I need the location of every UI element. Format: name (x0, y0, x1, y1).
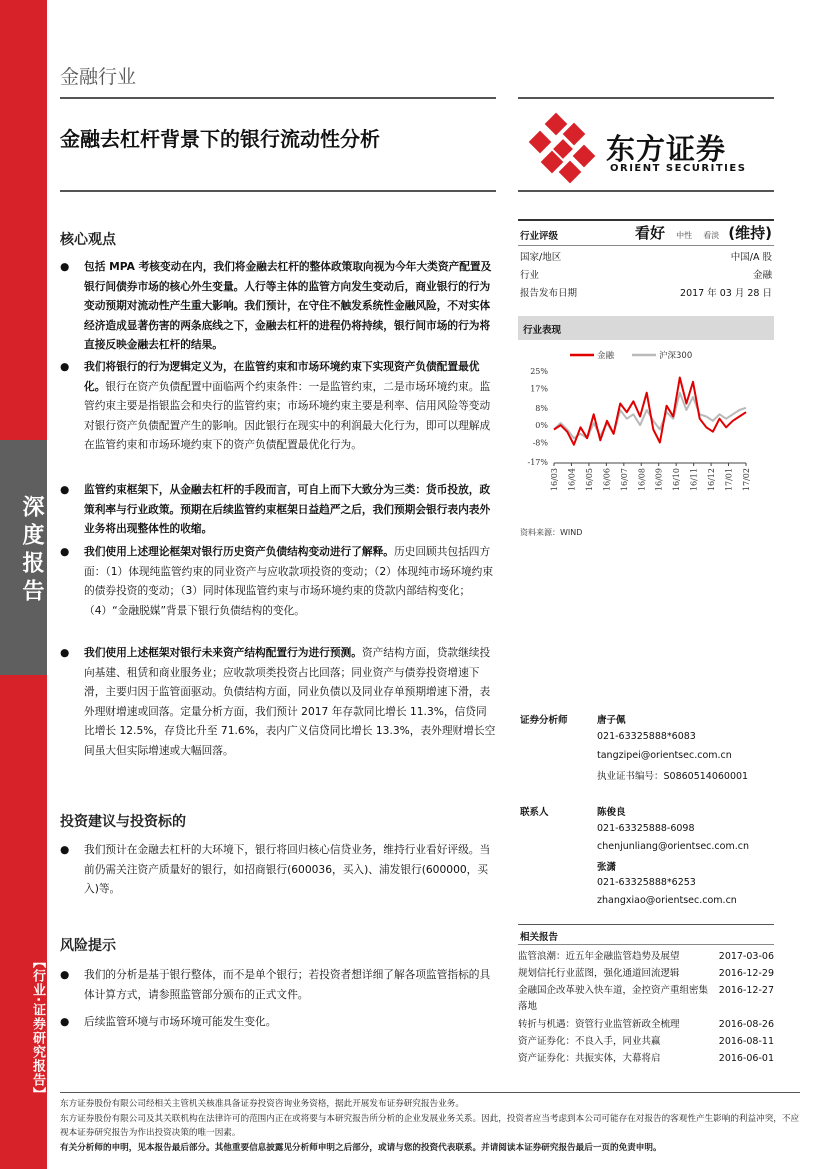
core-bullet-4-text: 历史回顾共包括四方面：（1）体现纯监管约束的同业资产与应收款项投资的变动；（2）体现纯市场环境约束的债券投资的变动；（3）同时体现监管约束与市场环境约束的贷款内部结构变化；（4）“金融脱媒”背景下银行负债结构的变化。 (84, 545, 494, 617)
related-report-item[interactable] (518, 966, 774, 982)
logo-text-en: ORIENT SECURITIES (610, 163, 747, 174)
rating-values (520, 222, 772, 243)
related-report-title: 规划信托行业蓝图，强化通道回流逻辑 (518, 968, 680, 979)
legend-label: 金融 (597, 351, 615, 361)
x-tick-label: 16/03 (550, 468, 559, 492)
orient-logo-icon (526, 112, 598, 184)
analyst-license: 执业证书编号：S0860514060001 (597, 771, 749, 782)
risk-bullet: ● 后续监管环境与市场环境可能发生变化。 (60, 1012, 496, 1032)
legend-label: 沪深300 (659, 351, 693, 361)
related-divider (518, 944, 774, 945)
y-tick-label: -17% (527, 458, 548, 467)
footer-disclaimer (60, 1097, 800, 1155)
core-bullet-4-bold: 我们使用上述理论框架对银行历史资产负债结构变动进行了解释。 (84, 545, 394, 558)
core-bullet: ● 监管约束框架下，从金融去杠杆的手段而言，可自上而下大致分为三类：货币投放，政策利率与行业政策。预期在后续监管约束框架日益趋严之后，我们预期会银行表内表外业务将出现整体性的收缩。 (60, 483, 491, 535)
related-report-date: 2016-06-01 (718, 1053, 774, 1064)
contact-2-name: 张潇 (597, 862, 617, 873)
related-report-title: 监管浪潮：近五年金融监管趋势及展望 (518, 951, 680, 962)
footer-line-1: 东方证券股份有限公司经相关主管机关核准具备证券投资咨询业务资格，据此开展发布证券研究报告业务。 (60, 1099, 464, 1109)
x-tick-label: 16/04 (567, 468, 577, 492)
rating-value: 看好 (634, 224, 665, 242)
contact-1-email[interactable]: chenjunliang@orientsec.com.cn (597, 841, 749, 852)
core-bullet-5-text: 资产结构方面，贷款继续投向基建、租赁和商业服务业；应收款项类投资占比回落；同业资产与债券投资增速下滑，主要归因于监管面驱动。负债结构方面，同业负债以及同业存单预期增速下滑，表外理财增速或回落。定量分析方面，我们预计 2017 年存款同比增长 11.3%，信贷同比增长 12.5%，存贷比升至 71.6%，表内广义信贷同比增长 13.3%，表外理财增长空间虽大但实际增速或大幅回落。 (84, 646, 496, 757)
x-tick-label: 17/01 (724, 468, 734, 492)
invest-heading: 投资建议与投资标的 (60, 814, 186, 830)
sidebar-footer-label: 【行业·证券研究报告】 (30, 955, 45, 1101)
risk-heading: 风险提示 (60, 938, 116, 954)
related-report-title: 转折与机遇：资管行业监管新政全梳理 (518, 1019, 680, 1030)
y-tick-label: -8% (532, 438, 548, 448)
core-bullet: ● 我们使用上述理论框架对银行历史资产负债结构变动进行了解释。历史回顾共包括四方面：（1）体现纯监管约束的同业资产与应收款项投资的变动；（2）体现纯市场环境约束的债券投资的变动；（3）同时体现监管约束与市场环境约束的贷款内部结构变化；（4）“金融脱媒”背景下银行负债结构的变化。 (60, 545, 494, 617)
x-tick-label: 16/12 (707, 468, 717, 492)
y-tick-label: 0% (535, 421, 548, 431)
related-rule (518, 924, 774, 925)
related-report-item[interactable] (518, 1034, 774, 1050)
core-bullet-2-bold: 我们将银行的行为逻辑定义为，在监管约束和市场环境约束下实现资产负债配置最优化。 (84, 360, 480, 393)
core-heading: 核心观点 (60, 232, 116, 248)
contact-1-phone: 021-63325888-6098 (597, 823, 695, 834)
related-report-item[interactable] (518, 949, 774, 965)
rating-bearish: 看淡 (703, 231, 720, 240)
related-report-date: 2016-08-11 (718, 1036, 774, 1047)
core-bullet-5-bold: 我们使用上述框架对银行未来资产结构配置行为进行预测。 (84, 646, 362, 659)
rating-rule (518, 219, 774, 221)
footer-rule (60, 1092, 800, 1093)
region-label: 国家/地区 (520, 252, 562, 263)
analyst-label: 证券分析师 (520, 715, 568, 726)
related-heading: 相关报告 (520, 932, 559, 943)
date-label: 报告发布日期 (520, 288, 578, 299)
date-value: 2017 年 03 月 28 日 (680, 288, 772, 299)
related-report-title: 资产证券化：共振实体，大幕将启 (518, 1053, 661, 1064)
core-bullet-1-bold: 包括 MPA 考核变动在内，我们将金融去杠杆的整体政策取向视为今年大类资产配置及银行间债券市场的核心外生变量。人行等主体的监管方向发生变动后，商业银行的行为变动预期对流动性产生重大影响。我们预计，在守住不触发系统性金融风险，不对实体经济造成显著伤害的两条底线之下，金融去杠杆的进程仍将持续，银行间市场的行为将直接反映金融去杠杆的结果。 (84, 260, 492, 351)
logo-rule-top (518, 97, 774, 99)
performance-chart (518, 344, 774, 524)
logo-rule-bottom (518, 190, 774, 192)
industry-value: 金融 (752, 270, 772, 281)
contact-2-email[interactable]: zhangxiao@orientsec.com.cn (597, 895, 737, 906)
invest-bullet-text: 我们预计在金融去杠杆的大环境下，银行将回归核心信贷业务，维持行业看好评级。当前仍需关注资产质量好的银行，如招商银行(600036，买入)、浦发银行(600000，买入)等。 (84, 843, 491, 895)
related-report-date: 2016-12-29 (718, 968, 774, 979)
related-report-title: 资产证券化：不良入手，同业共赢 (518, 1036, 661, 1047)
report-type-label: 深度报告 (19, 495, 44, 607)
footer-line-3: 有关分析师的申明，见本报告最后部分。其他重要信息披露见分析师申明之后部分，或请与您的投资代表联系。并请阅读本证券研究报告最后一页的免责申明。 (60, 1142, 662, 1153)
analyst-phone: 021-63325888*6083 (597, 731, 696, 742)
risk-bullet: ● 我们的分析是基于银行整体，而不是单个银行；若投资者想详细了解各项监管指标的具体计算方式，请参照监管部分颁布的正式文件。 (60, 965, 496, 1004)
x-tick-label: 16/10 (672, 468, 682, 492)
related-report-item[interactable] (518, 1051, 774, 1067)
related-report-title: 金融国企改革驶入快车道，金控资产重组密集落地 (518, 985, 709, 1012)
related-report-item[interactable] (518, 983, 774, 1015)
logo-text-cn: 东方证券 (606, 132, 727, 166)
y-tick-label: 25% (530, 367, 548, 376)
x-tick-label: 17/02 (742, 468, 751, 492)
chart-source: 资料来源：WIND (520, 528, 583, 537)
analyst-name: 唐子佩 (597, 715, 626, 726)
industry-label: 行业 (520, 270, 540, 281)
y-tick-label: 17% (530, 384, 548, 394)
x-tick-label: 16/06 (602, 468, 612, 492)
x-tick-label: 16/11 (689, 468, 699, 492)
footer-line-2: 东方证券股份有限公司及其关联机构在法律许可的范围内正在或将要与本研究报告所分析的企业发展业务关系。因此，投资者应当考虑到本公司可能存在对报告的客观性产生影响的利益冲突，不应视本证券研究报告为作出投资决策的唯一因素。 (60, 1113, 800, 1138)
core-bullet-3-bold: 监管约束框架下，从金融去杠杆的手段而言，可自上而下大致分为三类：货币投放，政策利率与行业政策。预期在后续监管约束框架日益趋严之后，我们预期会银行表内表外业务将出现整体性的收缩。 (84, 483, 491, 535)
rating-label: 行业评级 (520, 231, 559, 242)
x-tick-label: 16/08 (637, 468, 647, 492)
invest-bullet: ● 我们预计在金融去杠杆的大环境下，银行将回归核心信贷业务，维持行业看好评级。当前仍需关注资产质量好的银行，如招商银行(600036，买入)、浦发银行(600000，买入)等。 (60, 840, 496, 899)
risk-bullet-1-text: 我们的分析是基于银行整体，而不是单个银行；若投资者想详细了解各项监管指标的具体计算方式，请参照监管部分颁布的正式文件。 (84, 968, 491, 1001)
core-bullet: ● 我们将银行的行为逻辑定义为，在监管约束和市场环境约束下实现资产负债配置最优化。银行在资产负债配置中面临两个约束条件：一是监管约束，二是市场环境约束。监管约束主要是指银监会和央行的监管约束；市场环境约束主要是利率、信用风险等变动对银行资产负债配置产生的影响。因此银行在现实中的利润最大化行为，即可以理解成在监管约束和市场环境约束下的资产负债配置最优化行为。 (60, 360, 491, 451)
contact-2-phone: 021-63325888*6253 (597, 877, 696, 888)
rating-maintain: (维持) (728, 224, 772, 242)
contact-label: 联系人 (520, 807, 549, 818)
x-tick-label: 16/09 (654, 468, 664, 492)
header-rule-bottom (60, 190, 496, 192)
risk-bullet-2-text: 后续监管环境与市场环境可能发生变化。 (84, 1015, 277, 1028)
x-tick-label: 16/07 (619, 468, 629, 492)
rating-divider (518, 245, 774, 246)
x-tick-label: 16/05 (584, 468, 594, 492)
y-tick-label: 8% (535, 403, 548, 413)
contact-1-name: 陈俊良 (597, 807, 626, 818)
related-report-date: 2016-08-26 (718, 1019, 774, 1030)
region-value: 中国/A 股 (730, 252, 772, 263)
related-report-date: 2016-12-27 (718, 985, 774, 996)
core-bullet: ● 包括 MPA 考核变动在内，我们将金融去杠杆的整体政策取向视为今年大类资产配置及银行间债券市场的核心外生变量。人行等主体的监管方向发生变动后，商业银行的行为变动预期对流动性产生重大影响。我们预计，在守住不触发系统性金融风险，不对实体经济造成显著伤害的两条底线之下，金融去杠杆的进程仍将持续，银行间市场的行为将直接反映金融去杠杆的结果。 (60, 260, 492, 351)
analyst-email[interactable]: tangzipei@orientsec.com.cn (597, 750, 732, 761)
related-report-date: 2017-03-06 (718, 951, 774, 962)
page-title: 金融去杠杆背景下的银行流动性分析 (60, 127, 380, 151)
rating-neutral: 中性 (676, 231, 693, 240)
core-bullet-2-text: 银行在资产负债配置中面临两个约束条件：一是监管约束，二是市场环境约束。监管约束主要是指银监会和央行的监管约束；市场环境约束主要是利率、信用风险等变动对银行资产负债配置产生的影响。因此银行在现实中的利润最大化行为，即可以理解成在监管约束和市场环境约束下的资产负债配置最优化行为。 (84, 379, 491, 451)
header-rule-top (60, 97, 496, 99)
performance-heading: 行业表现 (523, 325, 562, 336)
sector-label: 金融行业 (60, 66, 137, 88)
core-bullet: ● 我们使用上述框架对银行未来资产结构配置行为进行预测。资产结构方面，贷款继续投向基建、租赁和商业服务业；应收款项类投资占比回落；同业资产与债券投资增速下滑，主要归因于监管面驱动。负债结构方面，同业负债以及同业存单预期增速下滑，表外理财增速或回落。定量分析方面，我们预计 2017 年存款同比增长 11.3%，信贷同比增长 12.5%，存贷比升至 71.6%，表内广义信贷同比增长 13.3%，表外理财增长空间虽大但实际增速或大幅回落。 (60, 646, 496, 757)
related-report-item[interactable] (518, 1017, 774, 1033)
